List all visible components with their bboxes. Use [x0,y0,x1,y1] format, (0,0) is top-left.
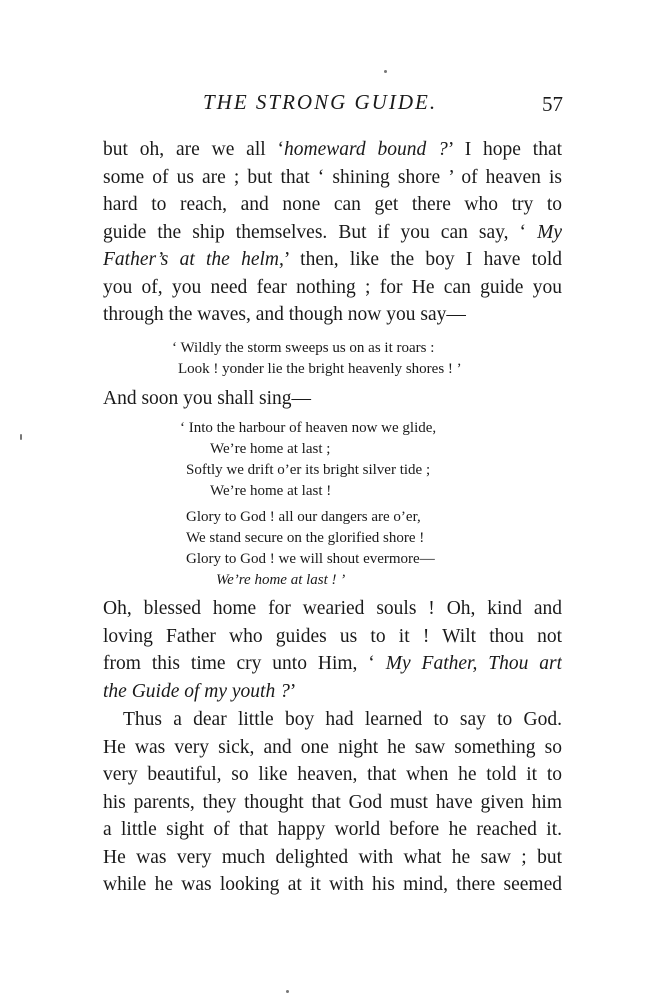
verse-line: We stand secure on the glorified shore ! [186,530,425,546]
text-line: hard to reach, and none can get there who try to [103,194,562,215]
running-title: THE STRONG GUIDE. [203,90,438,114]
verse-line: We’re home at last ! ’ [216,572,346,588]
paragraph-2 [103,595,562,705]
text-line: a little sight of that happy world before he reached it. [103,819,562,840]
text-line: Oh, blessed home for wearied souls ! Oh, kind and [103,598,562,619]
running-head [103,90,563,120]
verse-line: ‘ Into the harbour of heaven now we glide, [180,420,437,436]
text-line: through the waves, and though now you say— [103,304,466,325]
verse-line: We’re home at last ; [210,441,331,457]
text-line: some of us are ; but that ‘ shining shore ’ of heaven is [103,166,562,188]
page-number: 57 [542,92,563,116]
verse-stanza-2 [186,507,435,591]
verse-line: Glory to God ! we will shout evermore— [186,551,435,567]
verse-stanza-1 [180,418,436,502]
text-line: very beautiful, so like heaven, that when he told it to [103,764,562,785]
text-line: Father’s at the helm,’ then, like the boy I have told [103,249,562,270]
verse-line: Glory to God ! all our dangers are o’er, [186,509,421,525]
text-line: the Guide of my youth ?’ [103,680,297,702]
text-line: Thus a dear little boy had learned to say to God. [123,709,562,730]
print-speck [286,990,289,993]
paragraph-3 [103,706,562,899]
verse-line: Look ! yonder lie the bright heavenly shores ! ’ [178,361,462,377]
verse-quote-1 [172,338,462,380]
text-line: but oh, are we all ‘homeward bound ?’ I hope that [103,139,562,160]
paragraph-1 [103,136,562,329]
verse-line: Softly we drift o’er its bright silver tide ; [186,462,431,478]
print-speck [384,70,387,73]
verse-line: ‘ Wildly the storm sweeps us on as it roars : [172,340,435,356]
text-line: while he was looking at it with his mind, there seemed [103,874,562,895]
transition-line: And soon you shall sing— [103,388,312,409]
text-line: you of, you need fear nothing ; for He can guide you [103,276,562,298]
text-line: from this time cry unto Him, ‘ My Father, Thou art [103,653,562,674]
text-line: his parents, they thought that God must have given him [103,791,562,813]
text-line: He was very much delighted with what he saw ; but [103,846,562,868]
text-line: loving Father who guides us to it ! Wilt thou not [103,625,562,647]
text-line: guide the ship themselves. But if you can say, ‘ My [103,221,562,243]
print-speck [20,434,22,440]
verse-line: We’re home at last ! [210,483,332,499]
text-line: He was very sick, and one night he saw something so [103,736,562,758]
